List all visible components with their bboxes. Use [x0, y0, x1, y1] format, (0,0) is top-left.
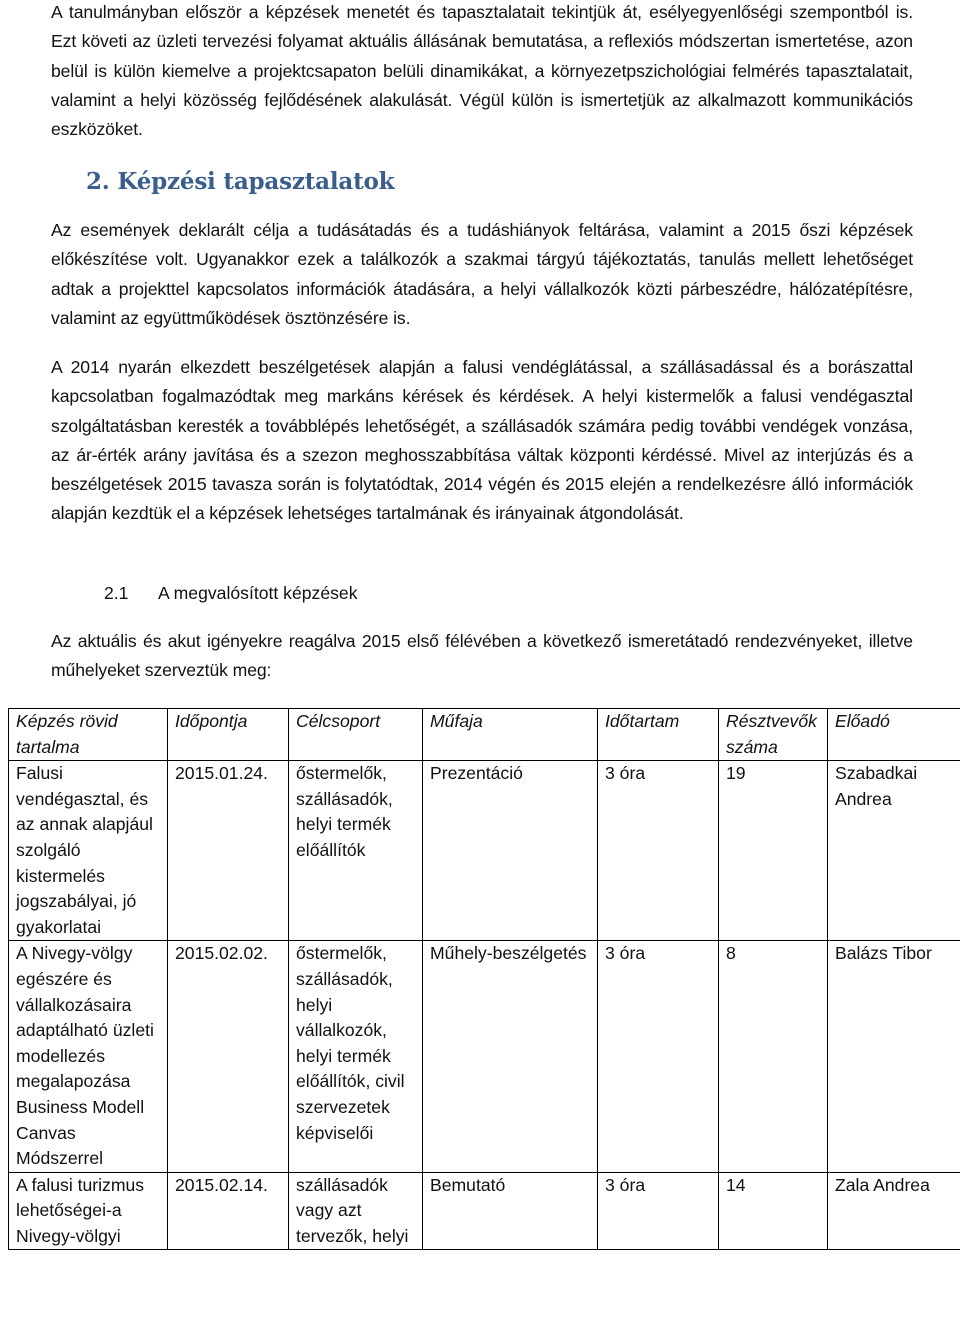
section-heading: 2. Képzési tapasztalatok — [86, 168, 395, 195]
section-paragraph-1: Az események deklarált célja a tudásátadás és a tudáshiányok feltárása, valamint a 2015 őszi képzések előkészítése volt. Ugyanakkor ezek a találkozók a szakmai tárgyú tájékoztatás, tanulás mellett lehetőséget adtak a projekttel kapcsolatos információk átadására, a helyi vállalkozók közti párbeszédre, hálózatépítésre, valamint az együttműködések ösztönzésére is. — [51, 220, 913, 328]
subsection-heading — [104, 580, 358, 606]
header-duration: Időtartam — [598, 709, 719, 761]
cell-presenter: Balázs Tibor — [828, 941, 960, 1172]
cell-genre: Prezentáció — [423, 761, 598, 941]
cell-content: A falusi turizmus lehetőségei-a Nivegy-völgyi — [9, 1172, 168, 1250]
cell-participants: 19 — [719, 761, 828, 941]
cell-genre: Műhely-beszélgetés — [423, 941, 598, 1172]
cell-audience: őstermelők, szállásadók, helyi vállalkozók, helyi termék előállítók, civil szervezetek képviselői — [289, 941, 423, 1172]
cell-content: A Nivegy-völgy egészére és vállalkozásaira adaptálható üzleti modellezés megalapozása Business Modell Canvas Módszerrel — [9, 941, 168, 1172]
table-header-row — [9, 709, 960, 761]
cell-duration: 3 óra — [598, 1172, 719, 1250]
header-audience: Célcsoport — [289, 709, 423, 761]
table-row — [9, 761, 960, 941]
cell-duration: 3 óra — [598, 941, 719, 1172]
cell-content: Falusi vendégasztal, és az annak alapjául szolgáló kistermelés jogszabályai, jó gyakorlatai — [9, 761, 168, 941]
table-row — [9, 941, 960, 1172]
subsection-intro: Az aktuális és akut igényekre reagálva 2015 első félévében a következő ismeretátadó rendezvényeket, illetve műhelyeket szerveztük meg: — [51, 631, 913, 681]
header-participants: Résztvevők száma — [719, 709, 828, 761]
header-presenter: Előadó — [828, 709, 960, 761]
intro-paragraph: A tanulmányban először a képzések menetét és tapasztalatait tekintjük át, esélyegyenlőségi szempontból is. Ezt követi az üzleti tervezési folyamat aktuális állásának bemutatása, a reflexiós módszertan ismertetése, azon belül is külön kiemelve a projektcsapaton belüli dinamikákat, a környezetpszichológiai felmérés tapasztalatait, valamint a helyi közösség fejlődésének alakulását. Végül külön is ismertetjük az alkalmazott kommunikációs eszközöket. — [51, 2, 913, 140]
courses-table — [8, 708, 960, 1250]
table-row — [9, 1172, 960, 1250]
header-content: Képzés rövid tartalma — [9, 709, 168, 761]
section-paragraph-2: A 2014 nyarán elkezdett beszélgetések alapján a falusi vendéglátással, a szállásadással és a borászattal kapcsolatban fogalmazódtak meg markáns kérések és kérdések. A helyi kistermelők a falusi vendégasztal szolgáltatásban keresték a továbblépés lehetőségét, a szállásadók számára pedig további vendégek vonzása, az ár-érték arány javítása és a szezon meghosszabbítása váltak központi kérdéssé. Mivel az interjúzás és a beszélgetések 2015 tavasza során is folytatódtak, 2014 végén és 2015 elején a rendelkezésre álló információk alapján kezdtük el a képzések lehetséges tartalmának és irányainak átgondolását. — [51, 357, 913, 524]
cell-date: 2015.02.14. — [168, 1172, 289, 1250]
cell-date: 2015.02.02. — [168, 941, 289, 1172]
cell-audience: őstermelők, szállásadók, helyi termék előállítók — [289, 761, 423, 941]
subsection-number: 2.1 — [104, 583, 129, 603]
cell-audience: szállásadók vagy azt tervezők, helyi — [289, 1172, 423, 1250]
cell-participants: 8 — [719, 941, 828, 1172]
cell-duration: 3 óra — [598, 761, 719, 941]
cell-presenter: Zala Andrea — [828, 1172, 960, 1250]
cell-presenter: Szabadkai Andrea — [828, 761, 960, 941]
cell-date: 2015.01.24. — [168, 761, 289, 941]
cell-genre: Bemutató — [423, 1172, 598, 1250]
subsection-title: A megvalósított képzések — [158, 583, 358, 603]
header-genre: Műfaja — [423, 709, 598, 761]
header-date: Időpontja — [168, 709, 289, 761]
cell-participants: 14 — [719, 1172, 828, 1250]
